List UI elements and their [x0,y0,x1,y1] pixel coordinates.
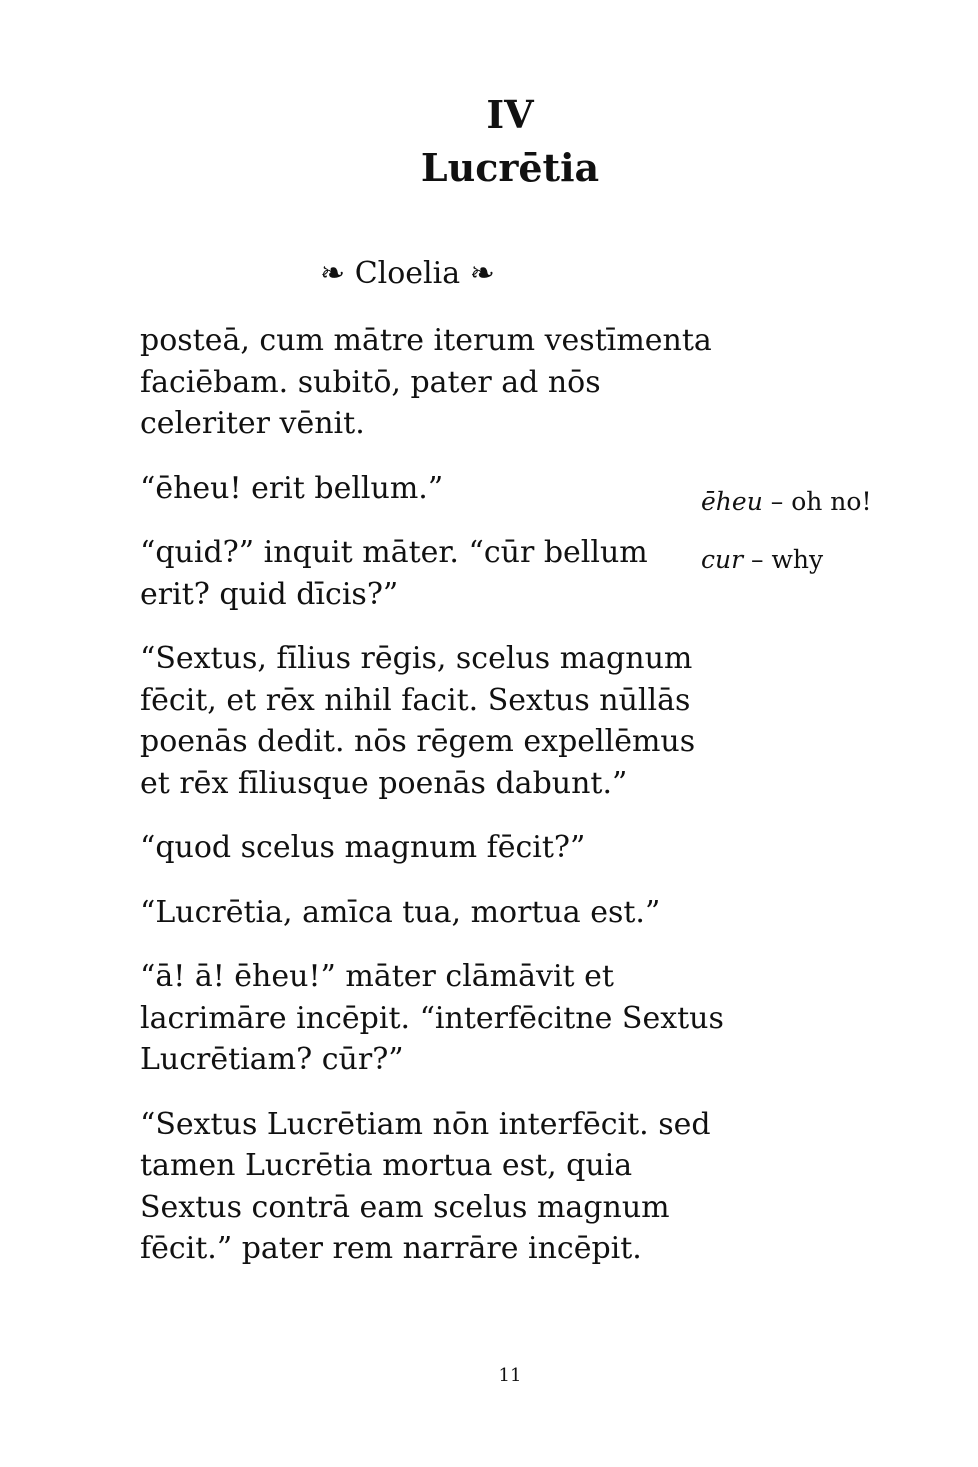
narrator-heading [320,254,495,294]
text-line: posteā, cum mātre iterum vestīmenta [140,323,712,358]
narrator-name: Cloelia [354,256,461,291]
gloss-term: cur [701,545,744,574]
text-line: poenās dedit. nōs rēgem expellēmus [140,724,696,759]
gloss-term: ēheu [701,487,763,516]
paragraph [140,320,712,445]
gloss-note [701,544,823,576]
fleuron-icon: ❧ [469,256,495,291]
paragraph [140,892,675,934]
text-line: “ā! ā! ēheu!” māter clāmāvit et [140,959,614,994]
text-line: Lucrētiam? cūr?” [140,1042,404,1077]
paragraph [140,1104,711,1270]
gloss-note [701,486,872,518]
text-line: “Lucrētia, amīca tua, mortua est.” [140,894,661,930]
paragraph [140,827,675,869]
text-line: lacrimāre incēpit. “interfēcitne Sextus [140,1000,724,1036]
paragraph [140,532,675,615]
gloss-separator: – [762,487,792,516]
page-number: 11 [498,1365,522,1386]
gloss-separator: – [743,545,772,574]
paragraph [140,468,675,510]
text-line: faciēbam. subitō, pater ad nōs [140,364,601,400]
gloss-definition: oh no! [791,487,872,516]
text-line: fēcit, et rēx nihil facit. Sextus nūllās [140,682,691,718]
text-line: erit? quid dīcis?” [140,576,399,612]
chapter-title: Lucrētia [420,145,600,190]
text-line: “Sextus Lucrētiam nōn interfēcit. sed [140,1106,711,1142]
fleuron-icon: ❧ [320,256,346,291]
paragraph [140,638,696,804]
text-line: Sextus contrā eam scelus magnum [140,1189,670,1225]
text-line: fēcit.” pater rem narrāre incēpit. [140,1231,642,1266]
text-line: “Sextus, fīlius rēgis, scelus magnum [140,641,693,676]
text-line: celeriter vēnit. [140,406,365,441]
text-line: tamen Lucrētia mortua est, quia [140,1148,633,1183]
text-line: et rēx fīliusque poenās dabunt.” [140,765,628,801]
chapter-header [0,88,978,194]
text-line: “quod scelus magnum fēcit?” [140,830,586,865]
text-line: “quid?” inquit māter. “cūr bellum [140,535,648,570]
paragraph [140,956,724,1081]
chapter-number: IV [486,92,534,137]
gloss-definition: why [771,545,824,574]
text-line: “ēheu! erit bellum.” [140,470,444,506]
